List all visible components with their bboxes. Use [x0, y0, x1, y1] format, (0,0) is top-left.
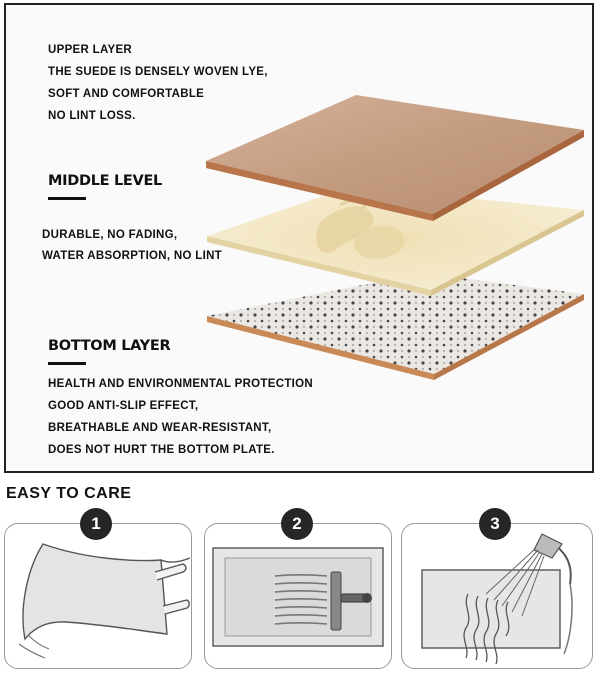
bottom-layer-line: HEALTH AND ENVIRONMENTAL PROTECTION — [48, 378, 313, 390]
middle-level-line: WATER ABSORPTION, NO LINT — [42, 250, 222, 262]
bottom-layer-heading: BOTTOM LAYER — [48, 338, 171, 354]
step-2-badge: 2 — [281, 508, 313, 540]
care-step-2-panel — [204, 523, 392, 669]
upper-layer-line: NO LINT LOSS. — [48, 110, 136, 122]
upper-layer-line: THE SUEDE IS DENSELY WOVEN LYE, — [48, 66, 268, 78]
bottom-layer-line: BREATHABLE AND WEAR-RESISTANT, — [48, 422, 272, 434]
upper-layer-line: UPPER LAYER — [48, 44, 133, 56]
upper-layer-sheet — [206, 95, 584, 221]
step-1-badge: 1 — [80, 508, 112, 540]
upper-layer-line: SOFT AND COMFORTABLE — [48, 88, 205, 100]
bottom-layer-sheet — [207, 273, 584, 380]
middle-level-heading: MIDDLE LEVEL — [48, 173, 163, 189]
bottom-layer-line: DOES NOT HURT THE BOTTOM PLATE. — [48, 444, 275, 456]
squeegee-clean-icon — [205, 524, 390, 667]
machine-wash-drape-icon — [5, 524, 190, 667]
step-3-badge: 3 — [479, 508, 511, 540]
care-step-3-panel — [401, 523, 593, 669]
middle-level-line: DURABLE, NO FADING, — [42, 229, 178, 241]
bottom-layer-line: GOOD ANTI-SLIP EFFECT, — [48, 400, 199, 412]
care-section-title: EASY TO CARE — [6, 485, 132, 502]
shower-rinse-icon — [402, 524, 591, 667]
care-step-1-panel — [4, 523, 192, 669]
